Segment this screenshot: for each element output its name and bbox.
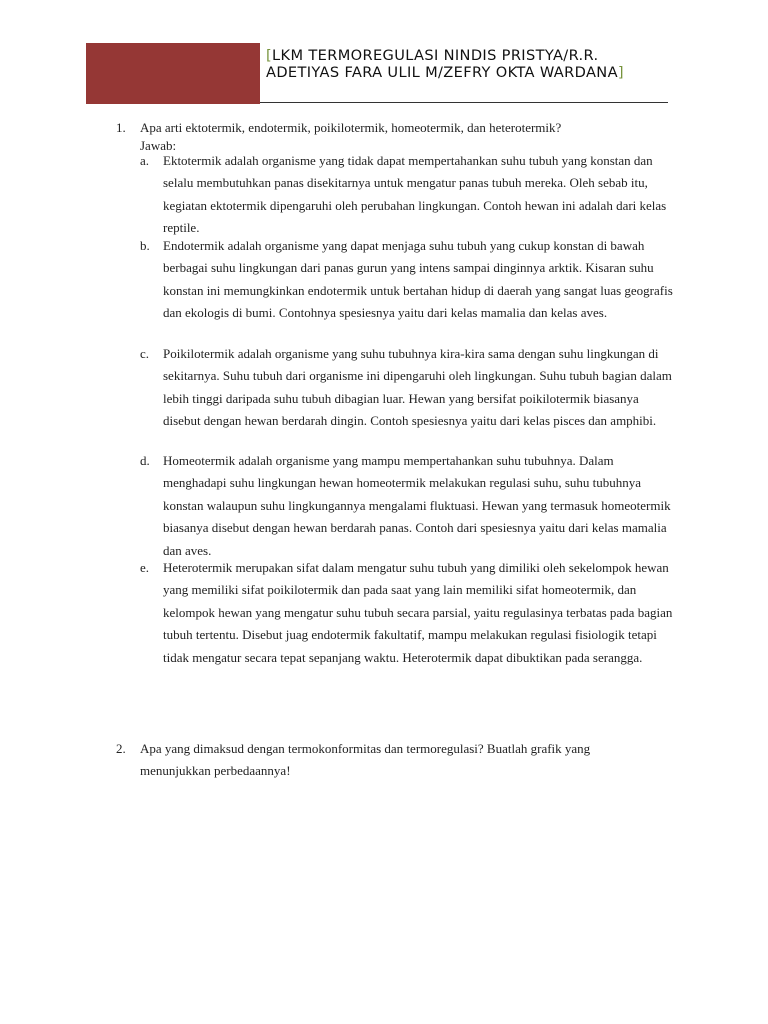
title-text: LKM TERMOREGULASI NINDIS PRISTYA/R.R. ADETIYAS FARA ULIL M/ZEFRY OKTA WARDANA <box>266 47 618 81</box>
question-2-text: Apa yang dimaksud dengan termokonformitas dan termoregulasi? Buatlah grafik yang menunjukkan perbedaannya! <box>140 741 591 778</box>
answer-a-letter: a. <box>140 153 150 168</box>
answer-d-letter: d. <box>140 453 150 468</box>
answer-c-text: Poikilotermik adalah organisme yang suhu tubuhnya kira-kira sama dengan suhu lingkungan di sekitarnya. Suhu tubuh dari organisme ini dipengaruhi oleh lingkungan. Suhu tubuh bagian dalam lebih tinggi daripada suhu tubuh dibagian luar. Hewan yang bersifat poikilotermik biasanya disebut dengan hewan berdarah dingin. Contoh spesiesnya yaitu dari kelas pisces dan amphibi. <box>163 346 672 429</box>
answer-c-letter: c. <box>140 346 150 361</box>
title-bracket-open: [ <box>266 47 273 64</box>
answer-e-letter: e. <box>140 560 150 575</box>
header-color-block <box>86 43 260 104</box>
answer-b-letter: b. <box>140 238 150 253</box>
title-bracket-close: ] <box>617 64 624 81</box>
question-2-number: 2. <box>116 741 126 756</box>
question-1-number: 1. <box>116 120 126 135</box>
answer-e-text: Heterotermik merupakan sifat dalam mengatur suhu tubuh yang dimiliki oleh sekelompok hewan yang memiliki sifat poikilotermik dan pada saat yang lain memiliki sifat homeotermik, dan kelompok hewan yang mengatur suhu tubuh secara parsial, yaitu regulasinya terbatas pada bagian tubuh tertentu. Disebut juag endotermik fakultatif, mampu melakukan regulasi fisiologik tetapi tidak mengatur secara tepat sepanjang waktu. Heterotermik dapat dibuktikan pada serangga. <box>163 560 673 665</box>
document-title <box>266 47 676 81</box>
answer-d-text: Homeotermik adalah organisme yang mampu mempertahankan suhu tubuhnya. Dalam menghadapi suhu lingkungan hewan homeotermik melakukan regulasi suhu, suhu tubuhnya konstan walaupun suhu lingkungannya mengalami fluktuasi. Hewan yang termasuk homeotermik biasanya disebut dengan hewan berdarah panas. Contoh dari spesiesnya yaitu dari kelas mamalia dan aves. <box>163 453 671 558</box>
question-1-text: Apa arti ektotermik, endotermik, poikilotermik, homeotermik, dan heterotermik? <box>140 120 562 135</box>
header-divider <box>260 102 668 103</box>
answer-label: Jawab: <box>140 138 177 153</box>
answer-a-text: Ektotermik adalah organisme yang tidak dapat mempertahankan suhu tubuh yang konstan dan selalu membutuhkan panas disekitarnya untuk mengatur panas tubuh mereka. Oleh sebab itu, kegiatan ektotermik dipengaruhi oleh perubahan lingkungan. Contoh hewan ini adalah dari kelas reptile. <box>163 153 667 236</box>
answer-b-text: Endotermik adalah organisme yang dapat menjaga suhu tubuh yang cukup konstan di bawah berbagai suhu lingkungan dari panas gurun yang intens sampai dinginnya arktik. Kisaran suhu konstan ini memungkinkan endotermik untuk bertahan hidup di daerah yang sangat luas geografis dan ekologis di bumi. Contohnya spesiesnya yaitu dari kelas mamalia dan kelas aves. <box>163 238 673 321</box>
